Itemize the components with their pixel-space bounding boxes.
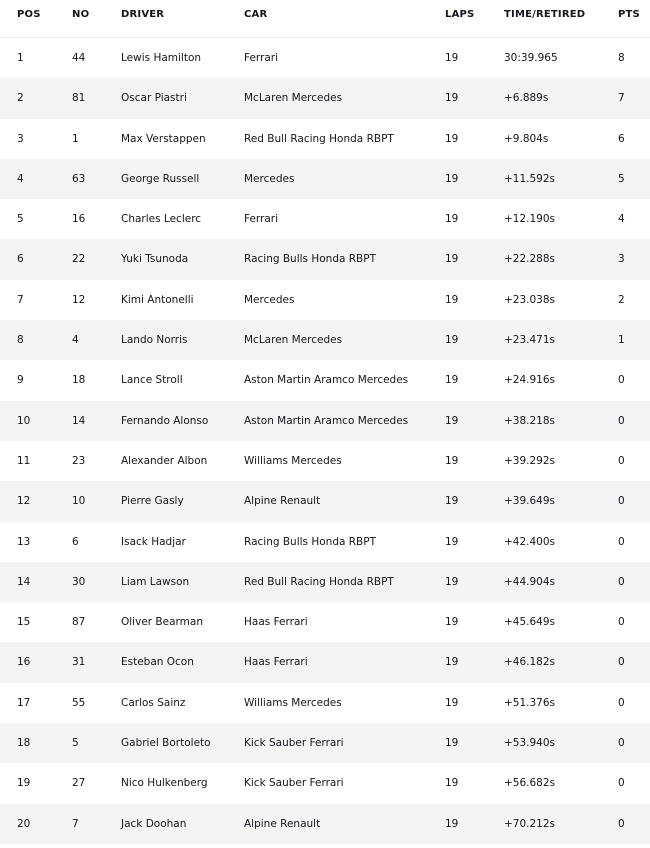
cell-points: 5 <box>618 172 625 185</box>
cell-points: 0 <box>618 777 625 790</box>
cell-time-retired: +51.376s <box>504 696 556 709</box>
cell-points: 8 <box>618 52 625 64</box>
cell-pos: 1 <box>17 52 24 64</box>
cell-driver: Isack Hadjar <box>121 535 186 548</box>
table-row <box>0 522 650 562</box>
cell-pos: 6 <box>17 253 24 266</box>
cell-car-number: 1 <box>72 132 79 145</box>
cell-driver: Fernando Alonso <box>121 414 209 427</box>
header-pts: PTS <box>618 9 640 20</box>
cell-points: 1 <box>618 334 625 347</box>
table-row <box>0 38 650 78</box>
cell-time-retired: +46.182s <box>504 656 556 669</box>
cell-time-retired: +42.400s <box>504 535 556 548</box>
cell-car: Aston Martin Aramco Mercedes <box>244 374 409 387</box>
cell-time-retired: +44.904s <box>504 575 556 588</box>
table-row <box>0 199 650 239</box>
cell-car: Red Bull Racing Honda RBPT <box>244 132 394 145</box>
cell-driver: George Russell <box>121 172 200 185</box>
cell-points: 2 <box>618 293 625 306</box>
cell-pos: 5 <box>17 213 24 226</box>
cell-car-number: 6 <box>72 535 79 548</box>
cell-car: Kick Sauber Ferrari <box>244 737 344 750</box>
cell-pos: 3 <box>17 132 24 145</box>
cell-car-number: 87 <box>72 616 86 629</box>
cell-driver: Carlos Sainz <box>121 696 186 709</box>
cell-car-number: 4 <box>72 334 79 347</box>
cell-car: McLaren Mercedes <box>244 334 343 347</box>
cell-car-number: 55 <box>72 696 86 709</box>
cell-laps: 19 <box>445 213 459 226</box>
cell-car: Red Bull Racing Honda RBPT <box>244 575 394 588</box>
cell-laps: 19 <box>445 495 459 508</box>
table-row <box>0 642 650 682</box>
cell-points: 4 <box>618 213 625 226</box>
table-row <box>0 562 650 602</box>
cell-car: Racing Bulls Honda RBPT <box>244 253 377 266</box>
table-row <box>0 78 650 118</box>
cell-laps: 19 <box>445 656 459 669</box>
cell-pos: 16 <box>17 656 31 669</box>
cell-pos: 10 <box>17 414 31 427</box>
cell-driver: Charles Leclerc <box>121 213 202 226</box>
cell-laps: 19 <box>445 253 459 266</box>
cell-car-number: 27 <box>72 777 86 790</box>
header-pos: POS <box>17 9 41 20</box>
cell-car: Ferrari <box>244 213 279 226</box>
cell-points: 0 <box>618 374 625 387</box>
cell-car: Kick Sauber Ferrari <box>244 777 344 790</box>
cell-laps: 19 <box>445 696 459 709</box>
cell-points: 7 <box>618 92 625 105</box>
cell-points: 0 <box>618 575 625 588</box>
cell-laps: 19 <box>445 737 459 750</box>
cell-time-retired: +6.889s <box>504 92 549 105</box>
cell-pos: 8 <box>17 334 24 347</box>
cell-points: 3 <box>618 253 625 266</box>
cell-car: Ferrari <box>244 52 279 64</box>
cell-laps: 19 <box>445 817 459 830</box>
cell-points: 0 <box>618 495 625 508</box>
cell-time-retired: +22.288s <box>504 253 556 266</box>
cell-laps: 19 <box>445 616 459 629</box>
table-row <box>0 239 650 279</box>
cell-time-retired: +23.471s <box>504 334 556 347</box>
cell-pos: 18 <box>17 737 31 750</box>
cell-laps: 19 <box>445 535 459 548</box>
table-row <box>0 320 650 360</box>
table-row <box>0 360 650 400</box>
cell-car: Mercedes <box>244 293 295 306</box>
cell-car-number: 30 <box>72 575 86 588</box>
cell-driver: Oliver Bearman <box>121 616 203 629</box>
cell-time-retired: +12.190s <box>504 213 556 226</box>
cell-car-number: 7 <box>72 817 79 830</box>
cell-points: 0 <box>618 414 625 427</box>
cell-laps: 19 <box>445 575 459 588</box>
cell-pos: 7 <box>17 293 24 306</box>
cell-pos: 20 <box>17 817 31 830</box>
cell-points: 0 <box>618 817 625 830</box>
cell-laps: 19 <box>445 454 459 467</box>
cell-car: Haas Ferrari <box>244 616 308 629</box>
cell-time-retired: +39.292s <box>504 454 556 467</box>
cell-pos: 2 <box>17 92 24 105</box>
cell-car-number: 5 <box>72 737 79 750</box>
cell-car: Williams Mercedes <box>244 696 342 709</box>
cell-pos: 14 <box>17 575 31 588</box>
cell-pos: 9 <box>17 374 24 387</box>
cell-driver: Liam Lawson <box>121 575 190 588</box>
cell-points: 0 <box>618 535 625 548</box>
cell-car: Racing Bulls Honda RBPT <box>244 535 377 548</box>
table-row <box>0 401 650 441</box>
cell-car: Alpine Renault <box>244 817 321 830</box>
cell-driver: Max Verstappen <box>121 132 206 145</box>
table-row <box>0 763 650 803</box>
cell-time-retired: +56.682s <box>504 777 556 790</box>
cell-points: 0 <box>618 737 625 750</box>
header-time-retired: TIME/RETIRED <box>504 9 586 20</box>
cell-laps: 19 <box>445 374 459 387</box>
cell-car: McLaren Mercedes <box>244 92 343 105</box>
cell-car-number: 18 <box>72 374 86 387</box>
cell-laps: 19 <box>445 777 459 790</box>
cell-driver: Lando Norris <box>121 334 188 347</box>
table-row <box>0 804 650 844</box>
cell-driver: Esteban Ocon <box>121 656 194 669</box>
table-row <box>0 481 650 521</box>
cell-pos: 17 <box>17 696 31 709</box>
cell-time-retired: 30:39.965 <box>504 52 558 64</box>
cell-pos: 13 <box>17 535 31 548</box>
cell-time-retired: +70.212s <box>504 817 556 830</box>
cell-time-retired: +38.218s <box>504 414 556 427</box>
table-row <box>0 280 650 320</box>
cell-driver: Gabriel Bortoleto <box>121 737 211 750</box>
table-body <box>0 38 650 844</box>
cell-car: Alpine Renault <box>244 495 321 508</box>
cell-laps: 19 <box>445 172 459 185</box>
table-row <box>0 119 650 159</box>
header-no: NO <box>72 9 90 20</box>
header-car: CAR <box>244 9 268 20</box>
table-row <box>0 723 650 763</box>
cell-laps: 19 <box>445 52 459 64</box>
cell-car: Haas Ferrari <box>244 656 308 669</box>
cell-driver: Lewis Hamilton <box>121 52 202 64</box>
cell-car: Aston Martin Aramco Mercedes <box>244 414 409 427</box>
cell-driver: Kimi Antonelli <box>121 293 194 306</box>
cell-driver: Lance Stroll <box>121 374 183 387</box>
cell-car-number: 44 <box>72 52 86 64</box>
cell-pos: 19 <box>17 777 31 790</box>
cell-points: 0 <box>618 696 625 709</box>
cell-car: Williams Mercedes <box>244 454 342 467</box>
table-row <box>0 683 650 723</box>
cell-driver: Oscar Piastri <box>121 92 187 105</box>
cell-time-retired: +53.940s <box>504 737 556 750</box>
cell-pos: 12 <box>17 495 31 508</box>
cell-time-retired: +9.804s <box>504 132 549 145</box>
header-driver: DRIVER <box>121 9 165 20</box>
cell-laps: 19 <box>445 293 459 306</box>
cell-time-retired: +45.649s <box>504 616 556 629</box>
cell-time-retired: +11.592s <box>504 172 556 185</box>
cell-driver: Nico Hulkenberg <box>121 777 208 790</box>
cell-laps: 19 <box>445 414 459 427</box>
cell-driver: Pierre Gasly <box>121 495 184 508</box>
cell-points: 0 <box>618 656 625 669</box>
cell-car-number: 10 <box>72 495 86 508</box>
table-row <box>0 602 650 642</box>
header-laps: LAPS <box>445 9 475 20</box>
cell-points: 6 <box>618 132 625 145</box>
cell-car-number: 63 <box>72 172 86 185</box>
cell-points: 0 <box>618 616 625 629</box>
cell-driver: Yuki Tsunoda <box>121 253 189 266</box>
cell-car-number: 14 <box>72 414 86 427</box>
cell-time-retired: +39.649s <box>504 495 556 508</box>
cell-laps: 19 <box>445 132 459 145</box>
cell-time-retired: +23.038s <box>504 293 556 306</box>
cell-pos: 11 <box>17 454 31 467</box>
cell-car-number: 23 <box>72 454 86 467</box>
cell-car-number: 16 <box>72 213 86 226</box>
cell-laps: 19 <box>445 92 459 105</box>
table-row <box>0 441 650 481</box>
cell-points: 0 <box>618 454 625 467</box>
cell-car-number: 12 <box>72 293 86 306</box>
cell-car-number: 22 <box>72 253 86 266</box>
table-header <box>0 0 650 38</box>
cell-time-retired: +24.916s <box>504 374 556 387</box>
cell-driver: Jack Doohan <box>121 817 187 830</box>
cell-pos: 15 <box>17 616 31 629</box>
cell-laps: 19 <box>445 334 459 347</box>
cell-pos: 4 <box>17 172 24 185</box>
cell-driver: Alexander Albon <box>121 454 208 467</box>
table-row <box>0 159 650 199</box>
cell-car-number: 81 <box>72 92 86 105</box>
cell-car: Mercedes <box>244 172 295 185</box>
cell-car-number: 31 <box>72 656 86 669</box>
